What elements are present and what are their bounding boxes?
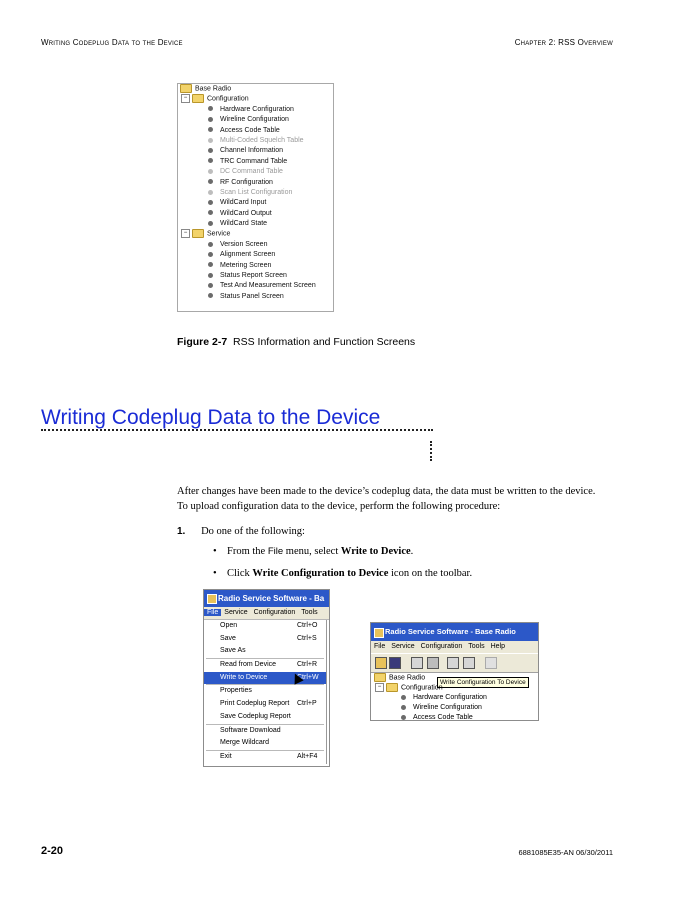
tree-item[interactable]: Status Panel Screen xyxy=(178,292,333,302)
folder-icon xyxy=(386,683,398,692)
bullet-icon xyxy=(401,715,406,720)
bullet-icon xyxy=(208,106,213,111)
tree-item[interactable]: Metering Screen xyxy=(178,261,333,271)
tree-item[interactable]: Channel Information xyxy=(178,146,333,156)
toolbar-screenshot xyxy=(370,622,539,721)
doc-id-date: 6881085E35-AN 06/30/2011 xyxy=(518,848,613,857)
figure-label: Figure 2-7 xyxy=(177,336,228,348)
bullet-icon xyxy=(208,221,213,226)
section-rule-vertical xyxy=(430,441,434,461)
bullet-icon xyxy=(401,695,406,700)
tree-item[interactable]: WildCard State xyxy=(178,219,333,229)
menu-item[interactable]: Save Ctrl+S xyxy=(220,634,317,642)
report-icon[interactable] xyxy=(447,657,459,669)
tree-item[interactable]: Test And Measurement Screen xyxy=(178,281,333,291)
section-title: Writing Codeplug Data to the Device xyxy=(41,406,381,429)
menu-configuration[interactable]: Configuration xyxy=(253,609,296,616)
read-from-device-icon[interactable] xyxy=(411,657,423,669)
bullet-icon xyxy=(208,293,213,298)
menubar xyxy=(204,607,329,620)
bullet-icon xyxy=(208,127,213,132)
collapse-icon[interactable]: − xyxy=(375,683,384,692)
menubar xyxy=(371,641,538,653)
menu-item[interactable]: Save Codeplug Report xyxy=(220,712,291,720)
bullet-icon xyxy=(208,117,213,122)
folder-icon xyxy=(180,84,192,93)
write-configuration-icon[interactable] xyxy=(427,657,439,669)
tree-node-configuration[interactable]: − Configuration xyxy=(371,683,538,693)
save-icon[interactable] xyxy=(389,657,401,669)
step-text: Do one of the following: xyxy=(201,526,305,537)
menu-item[interactable]: Merge Wildcard xyxy=(220,739,270,747)
menu-tools[interactable]: Tools xyxy=(468,643,485,650)
app-icon xyxy=(207,594,217,604)
tree-item[interactable]: DC Command Table xyxy=(178,167,333,177)
tree-node-configuration[interactable]: − Configuration xyxy=(178,94,333,104)
bullet-icon xyxy=(208,200,213,205)
menu-tools[interactable]: Tools xyxy=(301,609,318,616)
toolbar xyxy=(371,653,538,673)
file-dropdown xyxy=(204,620,327,764)
bullet-file-menu: • From the File menu, select Write to Device. xyxy=(213,546,414,557)
menu-item[interactable]: Properties xyxy=(220,687,252,695)
tree-root[interactable]: Base Radio xyxy=(371,673,538,683)
bullet-icon xyxy=(208,283,213,288)
menu-file[interactable]: File xyxy=(204,609,221,616)
tree-item[interactable]: Hardware Configuration xyxy=(178,105,333,115)
tree-item[interactable]: RF Configuration xyxy=(178,178,333,188)
menu-item[interactable]: Write to Device Ctrl+W xyxy=(204,672,326,685)
tree-root[interactable]: Base Radio xyxy=(178,84,333,94)
page-number: 2-20 xyxy=(41,845,64,857)
bullet-icon xyxy=(208,252,213,257)
tree-item[interactable]: Status Report Screen xyxy=(178,271,333,281)
section-rule xyxy=(41,429,433,435)
step-1 xyxy=(177,524,305,539)
bullet-toolbar: • Click Write Configuration to Device icon on the toolbar. xyxy=(213,568,473,579)
tree-item[interactable]: Access Code Table xyxy=(371,713,538,721)
tree-item[interactable]: Wireline Configuration xyxy=(178,115,333,125)
menu-item[interactable]: Read from Device Ctrl+R xyxy=(220,661,318,669)
tree-item[interactable]: Scan List Configuration xyxy=(178,188,333,198)
menu-service[interactable]: Service xyxy=(224,609,248,616)
rss-tree-screenshot xyxy=(177,83,334,312)
menu-file[interactable]: File xyxy=(374,643,386,650)
folder-icon xyxy=(192,94,204,103)
tree-item[interactable]: WildCard Output xyxy=(178,209,333,219)
folder-icon xyxy=(374,673,386,682)
tooltip: Write Configuration To Device xyxy=(437,677,529,688)
open-icon[interactable] xyxy=(375,657,387,669)
bullet-icon xyxy=(208,242,213,247)
bullet-icon xyxy=(208,262,213,267)
tree-item[interactable]: Alignment Screen xyxy=(178,250,333,260)
menu-item[interactable]: Exit Alt+F4 xyxy=(220,752,318,760)
bullet-icon xyxy=(208,138,213,143)
window-titlebar: Radio Service Software - Ba xyxy=(204,590,329,607)
help-icon[interactable] xyxy=(485,657,497,669)
collapse-icon[interactable]: − xyxy=(181,94,190,103)
bullet-icon xyxy=(208,210,213,215)
step-number: 1. xyxy=(177,526,186,537)
figure-caption xyxy=(177,336,415,348)
bullet-icon xyxy=(208,190,213,195)
tree-item[interactable]: Multi-Coded Squelch Table xyxy=(178,136,333,146)
menu-item[interactable]: Save As xyxy=(220,647,246,655)
bullet-icon xyxy=(208,158,213,163)
bullet-icon xyxy=(208,148,213,153)
tree-item[interactable]: Wireline Configuration xyxy=(371,703,538,713)
tree-item[interactable]: Access Code Table xyxy=(178,126,333,136)
file-menu-screenshot xyxy=(203,589,330,767)
tree-node-service[interactable]: − Service xyxy=(178,229,333,239)
menu-service[interactable]: Service xyxy=(391,643,415,650)
figure-title: RSS Information and Function Screens xyxy=(233,336,416,348)
bullet-icon xyxy=(208,179,213,184)
bullet-icon xyxy=(208,273,213,278)
menu-item[interactable]: Print Codeplug Report Ctrl+P xyxy=(220,700,317,708)
collapse-icon[interactable]: − xyxy=(181,229,190,238)
download-icon[interactable] xyxy=(463,657,475,669)
intro-paragraph: After changes have been made to the device’s codeplug data, the data must be written to the device. To upload configuration data to the device, perform the following procedure: xyxy=(177,486,596,512)
tree-item[interactable]: WildCard Input xyxy=(178,198,333,208)
app-icon xyxy=(374,628,384,638)
menu-help[interactable]: Help xyxy=(490,643,506,650)
running-header-left: Writing Codeplug Data to the Device xyxy=(41,38,183,47)
menu-item[interactable]: Open Ctrl+O xyxy=(220,622,318,629)
menu-item[interactable]: Software Download xyxy=(220,726,281,734)
menu-configuration[interactable]: Configuration xyxy=(420,643,463,650)
bullet-icon xyxy=(208,169,213,174)
window-titlebar: Radio Service Software - Base Radio xyxy=(371,623,538,641)
tree-item[interactable]: TRC Command Table xyxy=(178,157,333,167)
tree-item[interactable]: Version Screen xyxy=(178,240,333,250)
folder-icon xyxy=(192,229,204,238)
running-header-right: Chapter 2: RSS Overview xyxy=(514,38,613,47)
tree-item[interactable]: Hardware Configuration xyxy=(371,693,538,703)
bullet-icon xyxy=(401,705,406,710)
